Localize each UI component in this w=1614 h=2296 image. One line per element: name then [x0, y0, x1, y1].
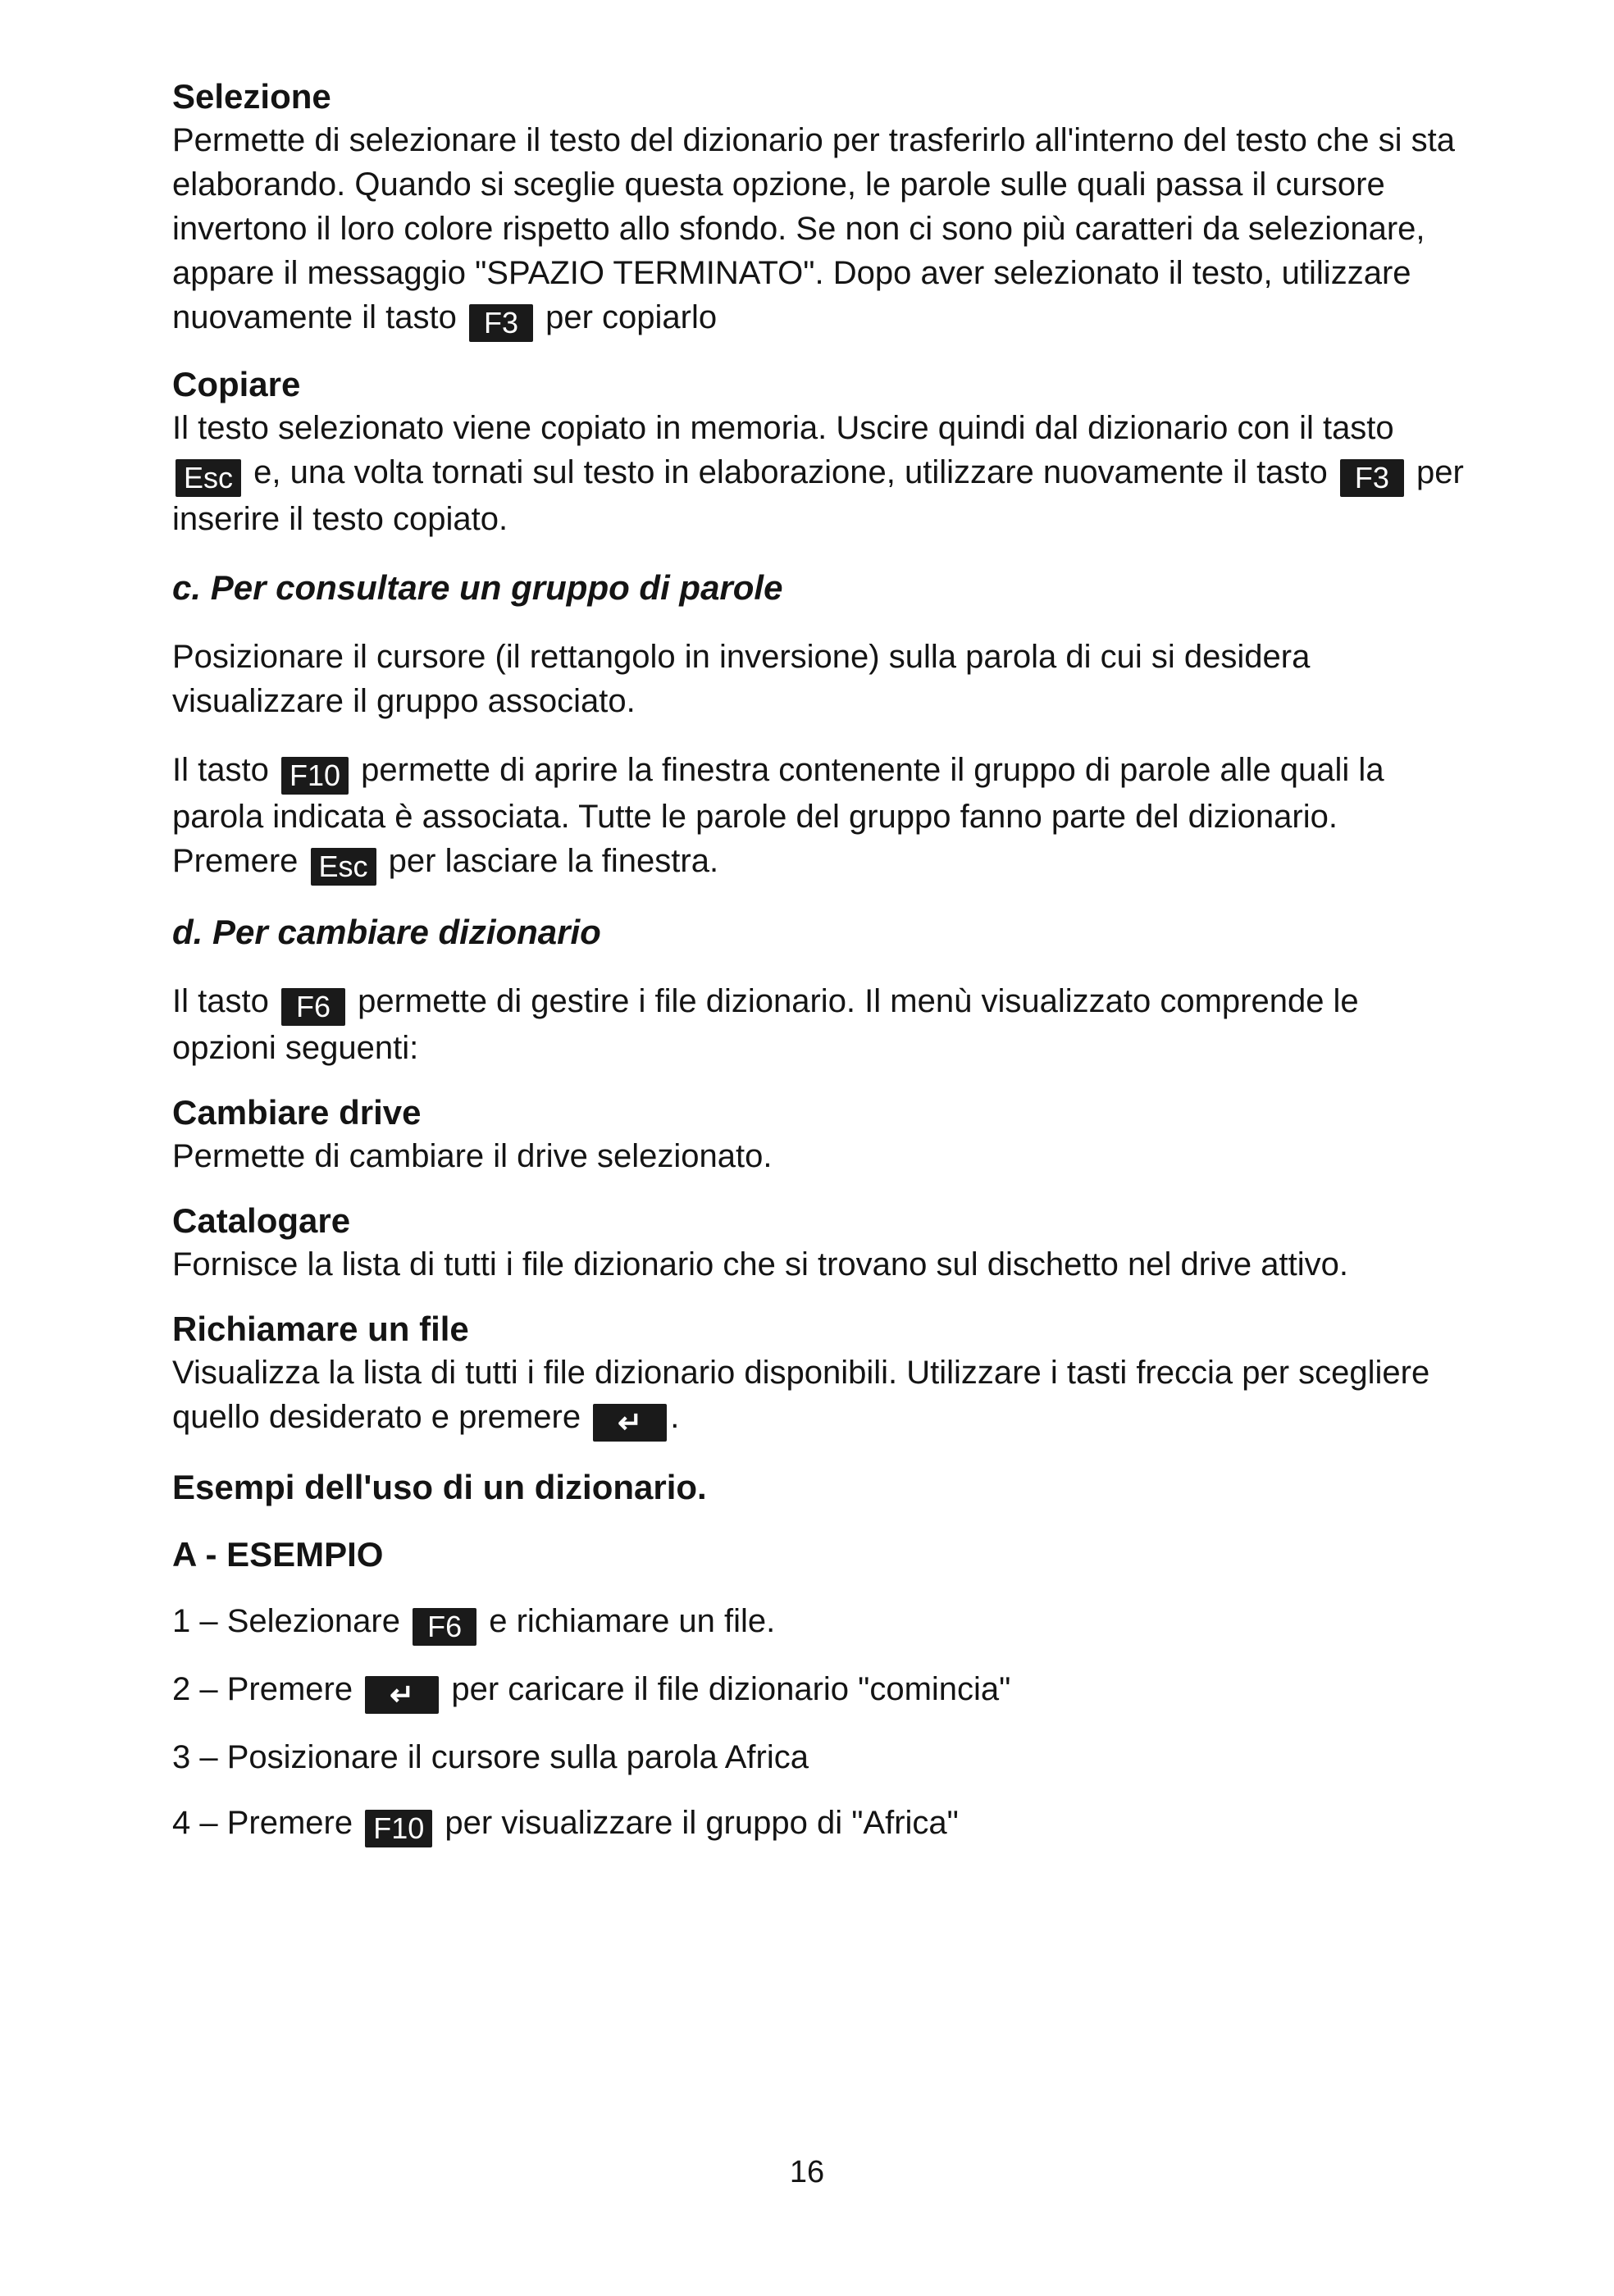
section-c-text-part2: permette di aprire la finestra contenente il gruppo di parole alle quali la parola indicata è associata. Tutte le parole del gruppo fanno parte del dizionario. Premere [172, 752, 1384, 879]
key-f6: F6 [413, 1608, 476, 1646]
section-d-heading: d. Per cambiare dizionario [172, 913, 601, 951]
step-text: Premere [226, 1671, 353, 1707]
section-c-text-part3: per lasciare la finestra. [388, 843, 719, 879]
step-text: per visualizzare il gruppo di "Africa" [445, 1805, 959, 1841]
copiare-block [172, 363, 1468, 541]
step-2 [172, 1667, 1468, 1714]
key-f10: F10 [281, 757, 349, 795]
step-text: e richiamare un file. [489, 1603, 776, 1639]
catalogare-heading: Catalogare [172, 1201, 351, 1240]
section-d-text-part2: permette di gestire i file dizionario. Il menù visualizzato comprende le opzioni seguenti: [172, 983, 1359, 1066]
esempi-heading: Esempi dell'uso di un dizionario. [172, 1468, 707, 1506]
step-number: 4 – [172, 1805, 218, 1841]
section-c-paragraph-1: Posizionare il cursore (il rettangolo in inversione) sulla parola di cui si desidera visualizzare il gruppo associato. [172, 639, 1311, 719]
step-1 [172, 1599, 1468, 1646]
section-c [172, 566, 1468, 886]
key-esc: Esc [176, 459, 241, 497]
selezione-text [172, 118, 1468, 342]
section-c-heading: c. Per consultare un gruppo di parole [172, 568, 783, 607]
cambiare-drive-block [172, 1091, 1468, 1178]
page-content [172, 75, 1468, 1847]
step-text: Posizionare il cursore sulla parola Africa [226, 1739, 809, 1775]
richiamare-heading: Richiamare un file [172, 1310, 469, 1348]
richiamare-block [172, 1308, 1468, 1442]
section-d-paragraph [172, 979, 1468, 1070]
esempi-block [172, 1466, 1468, 1847]
key-f10: F10 [365, 1810, 432, 1847]
step-4 [172, 1801, 1468, 1847]
key-f6: F6 [281, 988, 345, 1026]
key-f3: F3 [1340, 459, 1404, 497]
esempio-a-heading: A - ESEMPIO [172, 1535, 384, 1574]
catalogare-text: Fornisce la lista di tutti i file dizionario che si trovano sul dischetto nel drive attivo. [172, 1246, 1349, 1282]
step-3 [172, 1735, 1468, 1779]
copiare-text-part3: per inserire il testo copiato. [172, 454, 1464, 537]
key-enter: ↵ [365, 1676, 439, 1714]
step-number: 1 – [172, 1603, 218, 1639]
cambiare-drive-heading: Cambiare drive [172, 1093, 422, 1132]
step-text: per caricare il file dizionario "comincia" [451, 1671, 1011, 1707]
selezione-heading: Selezione [172, 77, 331, 116]
key-enter: ↵ [593, 1404, 667, 1442]
richiamare-text-part2: . [670, 1399, 680, 1435]
copiare-heading: Copiare [172, 365, 301, 403]
copiare-text-part2: e, una volta tornati sul testo in elaborazione, utilizzare nuovamente il tasto [253, 454, 1328, 490]
copiare-text-part1: Il testo selezionato viene copiato in memoria. Uscire quindi dal dizionario con il tasto [172, 410, 1394, 446]
selezione-text-part1: Permette di selezionare il testo del dizionario per trasferirlo all'interno del testo che si sta elaborando. Quando si sceglie questa opzione, le parole sulle quali passa il cursore invertono il loro colore rispetto allo sfondo. Se non ci sono più caratteri da selezionare, appare il messaggio "SPAZIO TERMINATO". Dopo aver selezionato il testo, utilizzare nuovamente il tasto [172, 122, 1455, 335]
selezione-block [172, 75, 1468, 342]
step-text: Premere [226, 1805, 353, 1841]
section-c-paragraph-2 [172, 748, 1468, 886]
step-number: 2 – [172, 1671, 218, 1707]
section-c-text-part1: Il tasto [172, 752, 269, 788]
selezione-text-part2: per copiarlo [545, 299, 718, 335]
page-number: 16 [789, 2155, 825, 2189]
richiamare-text-part1: Visualizza la lista di tutti i file dizionario disponibili. Utilizzare i tasti freccia per scegliere quello desiderato e premere [172, 1355, 1430, 1435]
step-number: 3 – [172, 1739, 218, 1775]
key-f3: F3 [469, 304, 533, 342]
section-d-text-part1: Il tasto [172, 983, 269, 1019]
copiare-text [172, 406, 1468, 541]
richiamare-text [172, 1351, 1468, 1442]
cambiare-drive-text: Permette di cambiare il drive selezionato. [172, 1138, 773, 1174]
catalogare-block [172, 1200, 1468, 1287]
step-text: Selezionare [226, 1603, 400, 1639]
section-d [172, 910, 1468, 1070]
key-esc: Esc [311, 848, 376, 886]
